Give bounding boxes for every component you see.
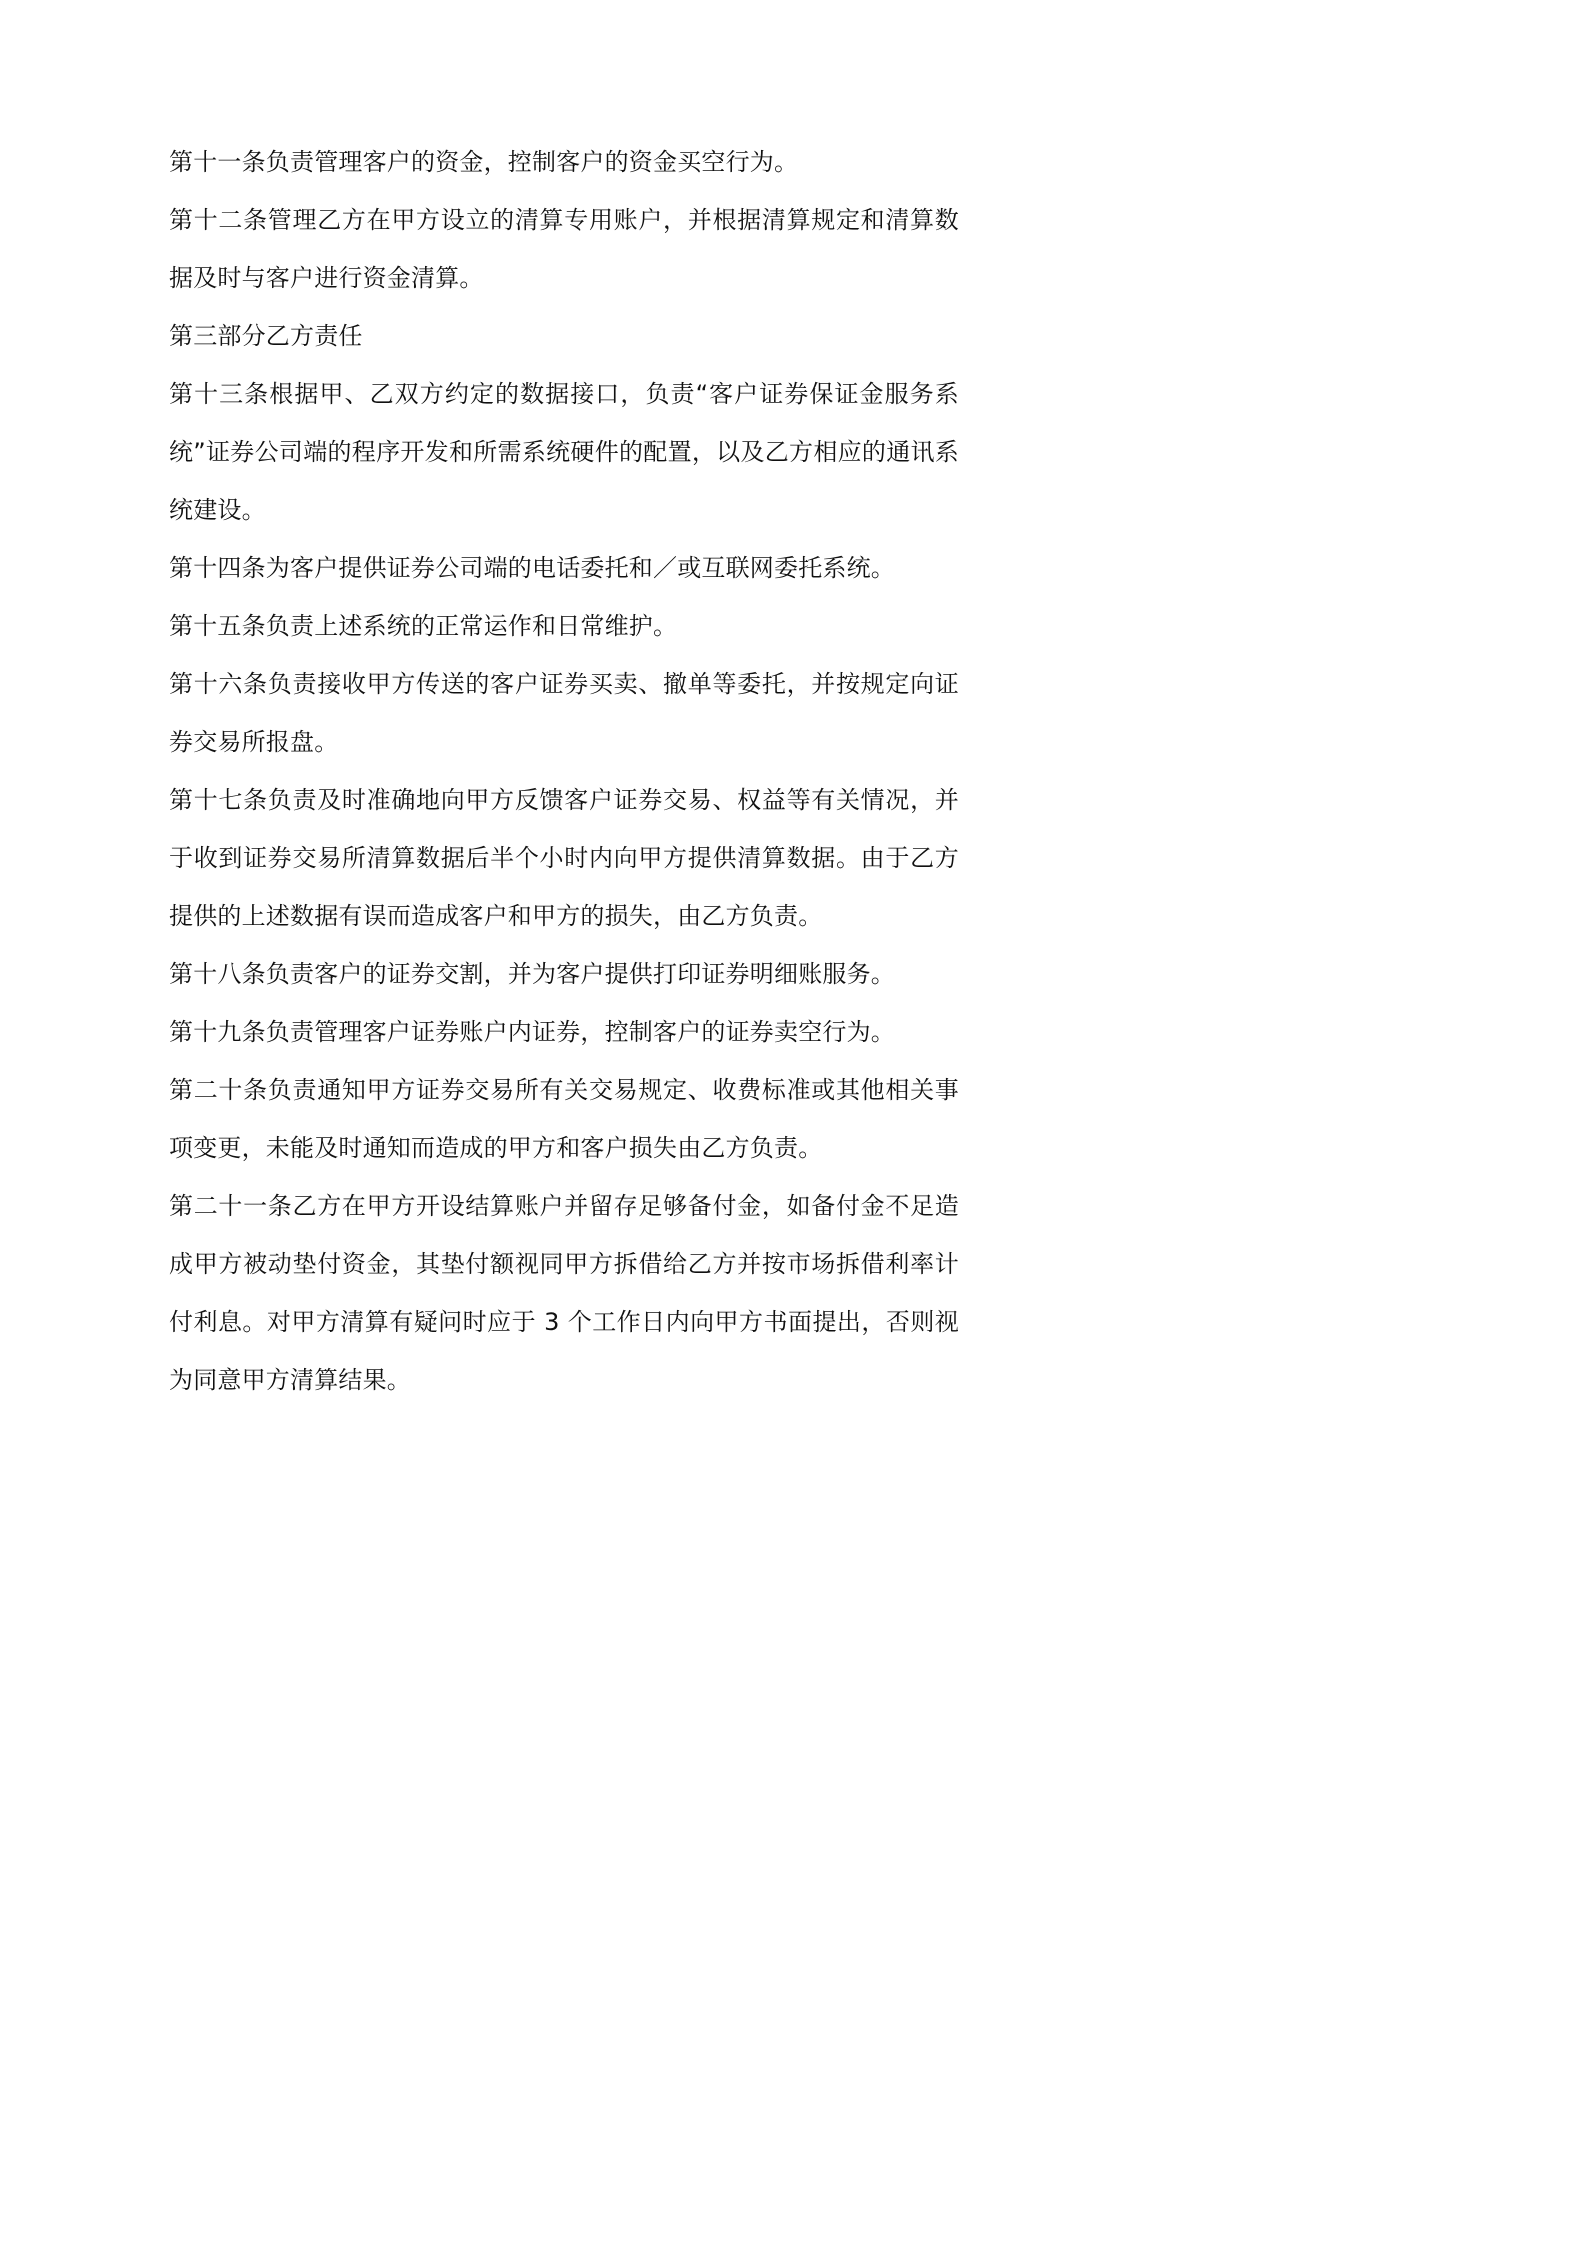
clause-11: 第十一条负责管理客户的资金，控制客户的资金买空行为。 [169,148,799,176]
document-page [0,0,1101,1558]
clause-14: 第十四条为客户提供证券公司端的电话委托和／或互联网委托系统。 [169,554,895,582]
clause-18: 第十八条负责客户的证券交割，并为客户提供打印证券明细账服务。 [169,960,895,988]
clause-16: 第十六条负责接收甲方传送的客户证券买卖、撤单等委托，并按规定向证券交易所报盘。 [169,670,959,756]
clause-12: 第十二条管理乙方在甲方设立的清算专用账户，并根据清算规定和清算数据及时与客户进行资金清算。 [169,206,959,292]
clause-13: 第十三条根据甲、乙双方约定的数据接口，负责“客户证券保证金服务系统”证券公司端的程序开发和所需系统硬件的配置，以及乙方相应的通讯系统建设。 [169,380,959,524]
clause-15: 第十五条负责上述系统的正常运作和日常维护。 [169,612,678,640]
document-body [169,133,959,1409]
clause-21: 第二十一条乙方在甲方开设结算账户并留存足够备付金，如备付金不足造成甲方被动垫付资金，其垫付额视同甲方拆借给乙方并按市场拆借利率计付利息。对甲方清算有疑问时应于 3 个工作日内向甲方书面提出，否则视为同意甲方清算结果。 [169,1192,959,1394]
clause-17: 第十七条负责及时准确地向甲方反馈客户证券交易、权益等有关情况，并于收到证券交易所清算数据后半个小时内向甲方提供清算数据。由于乙方提供的上述数据有误而造成客户和甲方的损失，由乙方负责。 [169,786,959,930]
clause-19: 第十九条负责管理客户证券账户内证券，控制客户的证券卖空行为。 [169,1018,895,1046]
clause-20: 第二十条负责通知甲方证券交易所有关交易规定、收费标准或其他相关事项变更，未能及时通知而造成的甲方和客户损失由乙方负责。 [169,1076,959,1162]
section-heading: 第三部分乙方责任 [169,322,363,350]
